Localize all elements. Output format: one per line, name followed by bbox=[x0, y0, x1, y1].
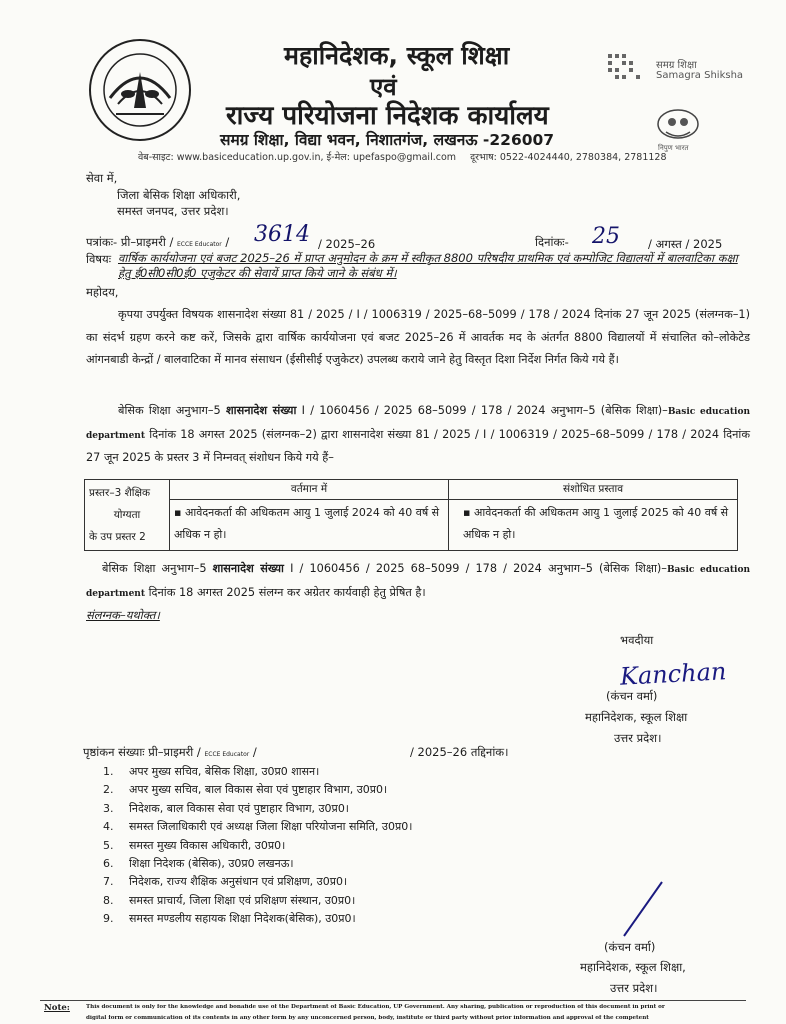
up-government-emblem bbox=[88, 38, 192, 142]
para2-e: दिनांक 18 अगस्त 2025 (संलग्नक–2) द्वारा शासनादेश संख्या 81 / 2025 / I / 1006319 / 2025–68–5099 / 178 / 2024 दिनांक 27 जून 2025 के प्रस्तर 3 में निम्नवत् संशोधन किये गये हैं– bbox=[86, 427, 751, 464]
bullet: ▪ bbox=[174, 505, 182, 519]
contact-phone-label: दूरभाष: bbox=[470, 152, 497, 163]
copy-to-item bbox=[103, 801, 603, 819]
para3-c: I / 1060456 / 2025 68–5099 / 178 / 2024 अनुभाग–5 (बेसिक शिक्षा)– bbox=[290, 562, 667, 575]
footer-note-label: Note: bbox=[44, 1003, 70, 1013]
paragraph-3 bbox=[86, 558, 750, 605]
table-header-current: वर्तमान में bbox=[170, 480, 449, 500]
copy-to-number: 6. bbox=[103, 856, 114, 870]
patrank-row bbox=[86, 234, 229, 251]
copy-to-item bbox=[103, 911, 603, 929]
signatory-name: (कंचन वर्मा) bbox=[606, 689, 658, 703]
para3-e: दिनांक 18 अगस्त 2025 संलग्न कर अग्रेतर कार्यवाही हेतु प्रेषित है। bbox=[148, 585, 426, 599]
copy-to-text: समस्त प्राचार्य, जिला शिक्षा एवं प्रशिक्षण संस्थान, उ0प्र0। bbox=[129, 893, 356, 907]
endorsement-slash: / bbox=[252, 745, 257, 759]
copy-to-number: 2. bbox=[103, 783, 114, 797]
dinank-label: दिनांकः- bbox=[535, 235, 569, 249]
recipient-line-2: समस्त जनपद, उत्तर प्रदेश। bbox=[117, 204, 229, 218]
subject-label: विषयः bbox=[86, 252, 112, 266]
copy-to-number: 8. bbox=[103, 893, 114, 907]
para3-d: Basic education department bbox=[86, 565, 751, 599]
footer-note-line-2: digital form or communication of its contents in any other form by any unconcerned person, body, institute or third party without prior information and approval of the competent bbox=[86, 1015, 649, 1021]
copy-to-item bbox=[103, 893, 603, 911]
revision-table bbox=[84, 479, 738, 551]
table-col1-line: प्रस्तर–3 शैक्षिक bbox=[89, 487, 151, 499]
samagra-shiksha-logo bbox=[606, 52, 650, 86]
revised-text: आवेदनकर्ता की अधिकतम आयु 1 जुलाई 2025 को 40 वर्ष से अधिक न हो। bbox=[463, 505, 729, 541]
header-line-1: महानिदेशक, स्कूल शिक्षा bbox=[284, 41, 510, 70]
copy-to-item bbox=[103, 819, 603, 837]
copy-to-text: समस्त जिलाधिकारी एवं अध्यक्ष जिला शिक्षा परियोजना समिति, उ0प्र0। bbox=[129, 820, 413, 834]
para2-d: Basic education department bbox=[86, 407, 750, 441]
copy-to-item bbox=[103, 838, 603, 856]
table-col1-line: योग्यता bbox=[113, 509, 141, 521]
salutation: महोदय, bbox=[86, 285, 119, 299]
contact-email[interactable]: upefaspo@gmail.com bbox=[352, 152, 457, 163]
bullet: ▪ bbox=[463, 505, 471, 519]
bhavdiya: भवदीया bbox=[620, 633, 654, 647]
copy-to-text: निदेशक, राज्य शैक्षिक अनुसंधान एवं प्रशिक्षण, उ0प्र0। bbox=[129, 875, 348, 889]
signatory2-name: (कंचन वर्मा) bbox=[604, 940, 656, 954]
header-address: समग्र शिक्षा, विद्या भवन, निशातगंज, लखनऊ -226007 bbox=[220, 131, 555, 149]
copy-to-item bbox=[103, 874, 603, 892]
copy-to-number: 7. bbox=[103, 875, 114, 889]
endorsement-row bbox=[83, 744, 257, 761]
footer-rule bbox=[40, 1000, 746, 1001]
contact-email-label: ई-मेल: bbox=[326, 152, 350, 163]
signatory-state: उत्तर प्रदेश। bbox=[614, 731, 662, 745]
patrank-prefix: प्री–प्राइमरी / bbox=[120, 235, 174, 249]
para2-a: बेसिक शिक्षा अनुभाग–5 bbox=[118, 404, 221, 417]
patrank-small: ECCE Educator bbox=[177, 241, 222, 248]
endorsement-small: ECCE Educator bbox=[204, 751, 250, 758]
samagra-hi: समग्र शिक्षा bbox=[656, 60, 697, 71]
patrank-handwritten: 3614 bbox=[254, 222, 310, 247]
samagra-en: Samagra Shiksha bbox=[656, 70, 744, 81]
para2-c: I / 1060456 / 2025 68–5099 / 178 / 2024 अनुभाग–5 (बेसिक शिक्षा)– bbox=[301, 404, 668, 417]
copy-to-text: शिक्षा निदेशक (बेसिक), उ0प्र0 लखनऊ। bbox=[129, 856, 294, 870]
subject-text: वार्षिक कार्ययोजना एवं बजट 2025–26 में प्राप्त अनुमोदन के क्रम में स्वीकृत 8800 परिषदीय प्राथमिक एवं कम्पोजिट विद्यालयों में बालवाटिका कक्षा हेतु ई0सी0सी0ई0 एजुकेटर की सेवायें प्राप्त किये जाने के संबंध में। bbox=[118, 251, 738, 280]
para2-b: शासनादेश संख्या bbox=[225, 404, 297, 417]
copy-to-text: समस्त मुख्य विकास अधिकारी, उ0प्र0। bbox=[129, 838, 286, 852]
paragraph-1: कृपया उपर्युक्त विषयक शासनादेश संख्या 81 / 2025 / I / 1006319 / 2025–68–5099 / 178 / 2024 दिनांक 27 जून 2025 (संलग्नक–1) का संदर्भ ग्रहण करने कष्ट करें, जिसके द्वारा वार्षिक कार्ययोजना एवं बजट 2025–26 में आवर्तक मद के अंतर्गत 8800 विद्यालयों में संचालित को–लोकेटेड आंगनबाडी केन्द्रों / बालवाटिका में मानव संसाधन (ईसीसीई एजुकेटर) उपलब्ध कराये जाने हेतु विस्तृत दिशा निर्देश निर्गत किये गये हैं। bbox=[86, 308, 750, 366]
copy-to-number: 1. bbox=[103, 765, 114, 778]
copy-to-item bbox=[103, 856, 603, 874]
nipun-label: निपुण भारत bbox=[658, 144, 689, 152]
endorsement-year: / 2025–26 तद्दिनांक। bbox=[410, 745, 509, 759]
copy-to-number: 5. bbox=[103, 838, 114, 852]
para3-a: बेसिक शिक्षा अनुभाग–5 bbox=[102, 562, 207, 575]
copy-to-number: 4. bbox=[103, 820, 114, 834]
contact-web[interactable]: www.basiceducation.up.gov.in, bbox=[176, 152, 324, 163]
dinank-handwritten: 25 bbox=[592, 224, 620, 249]
recipient-line-1: जिला बेसिक शिक्षा अधिकारी, bbox=[117, 188, 241, 202]
copy-to-item bbox=[103, 782, 603, 800]
header-line-2: एवं bbox=[370, 73, 397, 101]
patrank-year: / 2025–26 bbox=[318, 237, 376, 251]
para3-b: शासनादेश संख्या bbox=[212, 562, 284, 575]
header-line-3: राज्य परियोजना निदेशक कार्यालय bbox=[226, 101, 549, 131]
signatory-title: महानिदेशक, स्कूल शिक्षा bbox=[585, 710, 688, 724]
patrank-label: पत्रांकः- bbox=[86, 235, 118, 249]
endorsement-label: पृष्ठांकन संख्याः प्री–प्राइमरी / bbox=[83, 745, 201, 759]
table-header-revised: संशोधित प्रस्ताव bbox=[449, 480, 738, 500]
table-col1-line: के उप प्रस्तर 2 bbox=[89, 531, 146, 543]
contact-web-label: वेब-साइट: bbox=[138, 152, 174, 163]
contact-phone: 0522-4024440, 2780384, 2781128 bbox=[499, 152, 667, 163]
copy-to-text: निदेशक, बाल विकास सेवा एवं पुष्टाहार विभाग, उ0प्र0। bbox=[129, 801, 349, 815]
signatory2-title: महानिदेशक, स्कूल शिक्षा, bbox=[580, 960, 686, 974]
table-cell-revised bbox=[449, 499, 738, 550]
copy-to-list bbox=[103, 764, 603, 930]
copy-to-text: अपर मुख्य सचिव, बाल विकास सेवा एवं पुष्टाहार विभाग, उ0प्र0। bbox=[129, 783, 388, 797]
footer-note-line-1: This document is only for the knowledge and bonafide use of the Department of Basic Education, UP Government. Any sharing, publication or reproduction of this document in print or bbox=[86, 1004, 665, 1010]
table-cell-current bbox=[170, 499, 449, 550]
copy-to-text: समस्त मण्डलीय सहायक शिक्षा निदेशक(बेसिक), उ0प्र0। bbox=[129, 912, 356, 926]
signatory2-state: उत्तर प्रदेश। bbox=[610, 981, 658, 995]
current-text: आवेदनकर्ता की अधिकतम आयु 1 जुलाई 2024 को 40 वर्ष से अधिक न हो। bbox=[174, 505, 440, 541]
enclosure: संलग्नक–यथोक्त। bbox=[86, 608, 160, 622]
seva-me: सेवा में, bbox=[86, 171, 118, 185]
paragraph-2 bbox=[86, 400, 750, 469]
patrank-slash: / bbox=[225, 235, 230, 249]
dinank-month: / अगस्त / 2025 bbox=[648, 237, 723, 251]
contact-line bbox=[138, 150, 667, 163]
copy-to-number: 9. bbox=[103, 912, 114, 926]
signature-handwritten: Kanchan bbox=[619, 657, 728, 691]
copy-to-number: 3. bbox=[103, 801, 114, 815]
table-col1 bbox=[85, 480, 170, 551]
copy-to-item bbox=[103, 764, 603, 782]
copy-to-text: अपर मुख्य सचिव, बेसिक शिक्षा, उ0प्र0 शासन। bbox=[129, 765, 320, 778]
signature-stroke bbox=[616, 880, 666, 940]
nipun-bharat-logo bbox=[652, 106, 704, 146]
